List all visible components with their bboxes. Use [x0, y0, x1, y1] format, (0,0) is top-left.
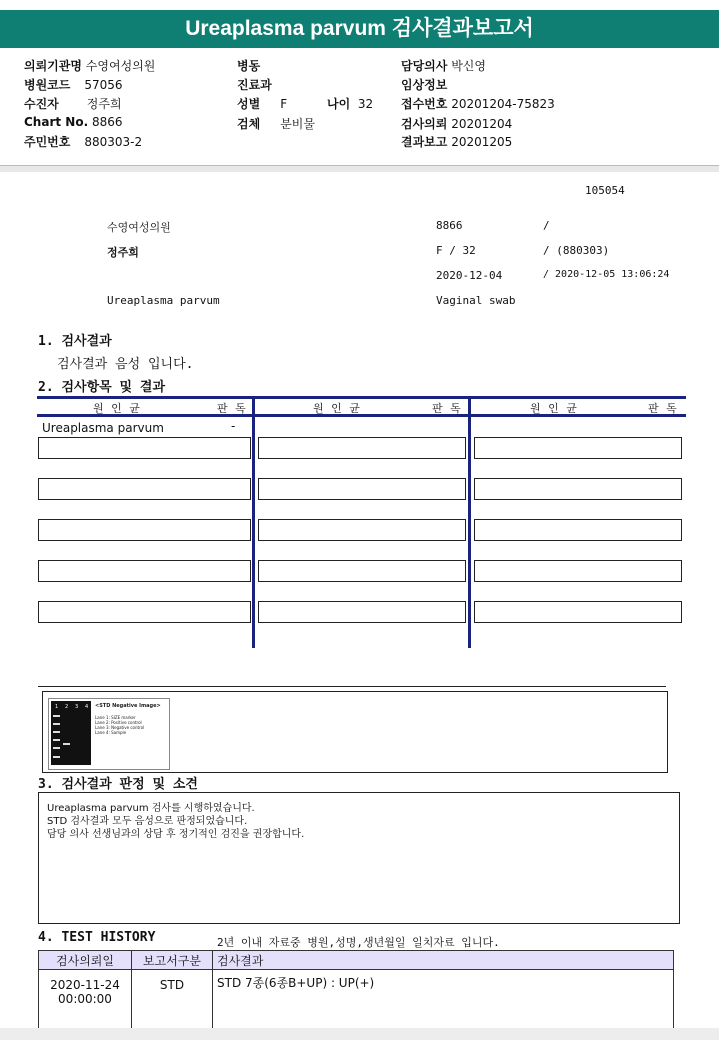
- info-report-datetime: / 2020-12-05 13:06:24: [543, 269, 670, 280]
- report-value: 20201205: [451, 135, 513, 149]
- doctor-row: [401, 57, 486, 74]
- history-header-result: 검사결과: [213, 951, 674, 970]
- gel-band: [53, 747, 60, 749]
- history-date-cell: [39, 970, 132, 1029]
- info-institution: 수영여성의원: [107, 221, 171, 234]
- info-patient: 정주희: [107, 246, 139, 259]
- history-note: 2년 이내 자료중 병원,성명,생년월일 일치자료 입니다.: [217, 936, 500, 949]
- info-request-date: 2020-12-04: [436, 269, 503, 282]
- gel-legend-line: Lane 1: SIZE marker: [95, 715, 136, 720]
- resident-row: [24, 133, 142, 150]
- sex-value: F: [280, 97, 288, 111]
- bottom-bar: [0, 1028, 719, 1040]
- history-table: [38, 950, 674, 1029]
- opinion-line: 담당 의사 선생님과의 상담 후 정기적인 검진을 권장합니다.: [47, 829, 305, 840]
- col2-pathogen-header: 원 인 균: [313, 402, 362, 415]
- gel-photo: [51, 701, 91, 765]
- specimen-label: 검체: [237, 117, 261, 131]
- info-sex-age: F / 32: [436, 244, 476, 257]
- col3-pathogen-header: 원 인 균: [530, 402, 579, 415]
- clinical-row: [401, 76, 447, 93]
- info-chart: 8866: [436, 219, 463, 232]
- hospital-code-value: 57056: [84, 78, 123, 92]
- chart-label: Chart No.: [24, 115, 89, 129]
- history-date: 2020-11-24: [50, 978, 120, 992]
- dept-label: 진료과: [237, 78, 272, 92]
- result-cell-empty: [474, 601, 682, 623]
- result-cell-empty: [258, 519, 466, 541]
- table-row: [39, 970, 674, 1029]
- result-cell-empty: [474, 478, 682, 500]
- institution-row: [24, 57, 155, 74]
- info-test-name: Ureaplasma parvum: [107, 294, 220, 307]
- gel-band: [53, 723, 60, 725]
- specimen-row: [237, 115, 315, 132]
- gel-band: [53, 739, 60, 741]
- resident-label: 주민번호: [24, 135, 71, 149]
- history-result: STD 7종(6종B+UP) : UP(+): [213, 970, 674, 1029]
- gel-legend-line: Lane 3: Negative control: [95, 725, 145, 730]
- report-label: 결과보고: [401, 135, 448, 149]
- receipt-label: 접수번호: [401, 97, 448, 111]
- gel-title: <STD Negative Image>: [95, 703, 161, 709]
- ward-row: [237, 57, 260, 74]
- doctor-value: 박신영: [451, 59, 486, 73]
- report-row: [401, 133, 512, 150]
- hospital-code-label: 병원코드: [24, 78, 71, 92]
- history-header-type: 보고서구분: [132, 951, 213, 970]
- info-slash: /: [543, 219, 550, 232]
- gel-band: [53, 731, 60, 733]
- result-value: -: [231, 419, 236, 433]
- gel-lane-number: 3: [75, 704, 79, 710]
- chart-value: 8866: [91, 115, 123, 129]
- hospital-code-row: [24, 76, 123, 93]
- request-row: [401, 115, 512, 132]
- history-header-date: 검사의뢰일: [39, 951, 132, 970]
- receipt-value: 20201204-75823: [451, 97, 555, 111]
- result-cell-empty: [38, 478, 251, 500]
- result-cell-empty: [474, 560, 682, 582]
- section4-title: 4. TEST HISTORY: [38, 930, 156, 945]
- resident-value: 880303-2: [84, 135, 143, 149]
- gel-image: [48, 698, 170, 770]
- grid-top-line: [37, 396, 686, 399]
- section3-title: 3. 검사결과 판정 및 소견: [38, 777, 198, 792]
- ward-label: 병동: [237, 59, 261, 73]
- result-cell-empty: [258, 437, 466, 459]
- result-cell-empty: [38, 560, 251, 582]
- gel-band: [53, 756, 60, 758]
- sex-row: [237, 95, 287, 112]
- institution-value: 수영여성의원: [85, 59, 156, 73]
- result-cell-empty: [258, 478, 466, 500]
- grid-divider-1: [252, 396, 255, 648]
- gel-band: [63, 743, 70, 745]
- result-cell-empty: [258, 601, 466, 623]
- institution-label: 의뢰기관명: [24, 59, 82, 73]
- gel-band: [53, 715, 60, 717]
- result-cell-empty: [38, 437, 251, 459]
- report-title: Ureaplasma parvum 검사결과보고서: [0, 10, 719, 48]
- patient-label: 수진자: [24, 97, 59, 111]
- gel-lane-number: 4: [85, 704, 89, 710]
- request-label: 검사의뢰: [401, 117, 448, 131]
- receipt-row: [401, 95, 555, 112]
- col1-result-header: 판 독: [217, 402, 248, 415]
- chart-row: [24, 115, 123, 129]
- result-pathogen: Ureaplasma parvum: [42, 421, 164, 435]
- patient-row: [24, 95, 122, 112]
- opinion-line: STD 검사결과 모두 음성으로 판정되었습니다.: [47, 816, 248, 827]
- col3-result-header: 판 독: [648, 402, 679, 415]
- ref-number: 105054: [585, 184, 625, 197]
- history-type: STD: [132, 970, 213, 1029]
- history-header-row: [39, 951, 674, 970]
- gel-legend-line: Lane 2: Positive control: [95, 720, 142, 725]
- sex-label: 성별: [237, 97, 261, 111]
- info-birth: / (880303): [543, 244, 610, 257]
- result-cell-empty: [258, 560, 466, 582]
- request-value: 20201204: [451, 117, 513, 131]
- grid-divider-2: [468, 396, 471, 648]
- specimen-value: 분비물: [280, 117, 315, 131]
- clinical-label: 임상정보: [401, 78, 448, 92]
- gel-divider: [38, 686, 666, 687]
- dept-row: [237, 76, 272, 93]
- result-cell-empty: [38, 601, 251, 623]
- patient-value: 정주희: [86, 97, 122, 111]
- age-label: 나이: [327, 97, 351, 111]
- result-cell-empty: [474, 437, 682, 459]
- result-cell-empty: [38, 519, 251, 541]
- gel-lane-number: 1: [55, 704, 59, 710]
- section1-title: 1. 검사결과: [38, 334, 112, 349]
- header-separator: [0, 165, 719, 172]
- gel-legend-line: Lane 4: Sample: [95, 730, 127, 735]
- age-row: [327, 95, 373, 112]
- opinion-line: Ureaplasma parvum 검사를 시행하였습니다.: [47, 803, 255, 814]
- section1-text: 검사결과 음성 입니다.: [57, 357, 194, 372]
- col1-pathogen-header: 원 인 균: [93, 402, 142, 415]
- info-specimen: Vaginal swab: [436, 294, 516, 307]
- gel-lane-number: 2: [65, 704, 69, 710]
- section2-title: 2. 검사항목 및 결과: [38, 380, 166, 395]
- doctor-label: 담당의사: [401, 59, 448, 73]
- age-value: 32: [357, 97, 374, 111]
- history-time: 00:00:00: [58, 992, 112, 1006]
- result-cell-empty: [474, 519, 682, 541]
- col2-result-header: 판 독: [432, 402, 463, 415]
